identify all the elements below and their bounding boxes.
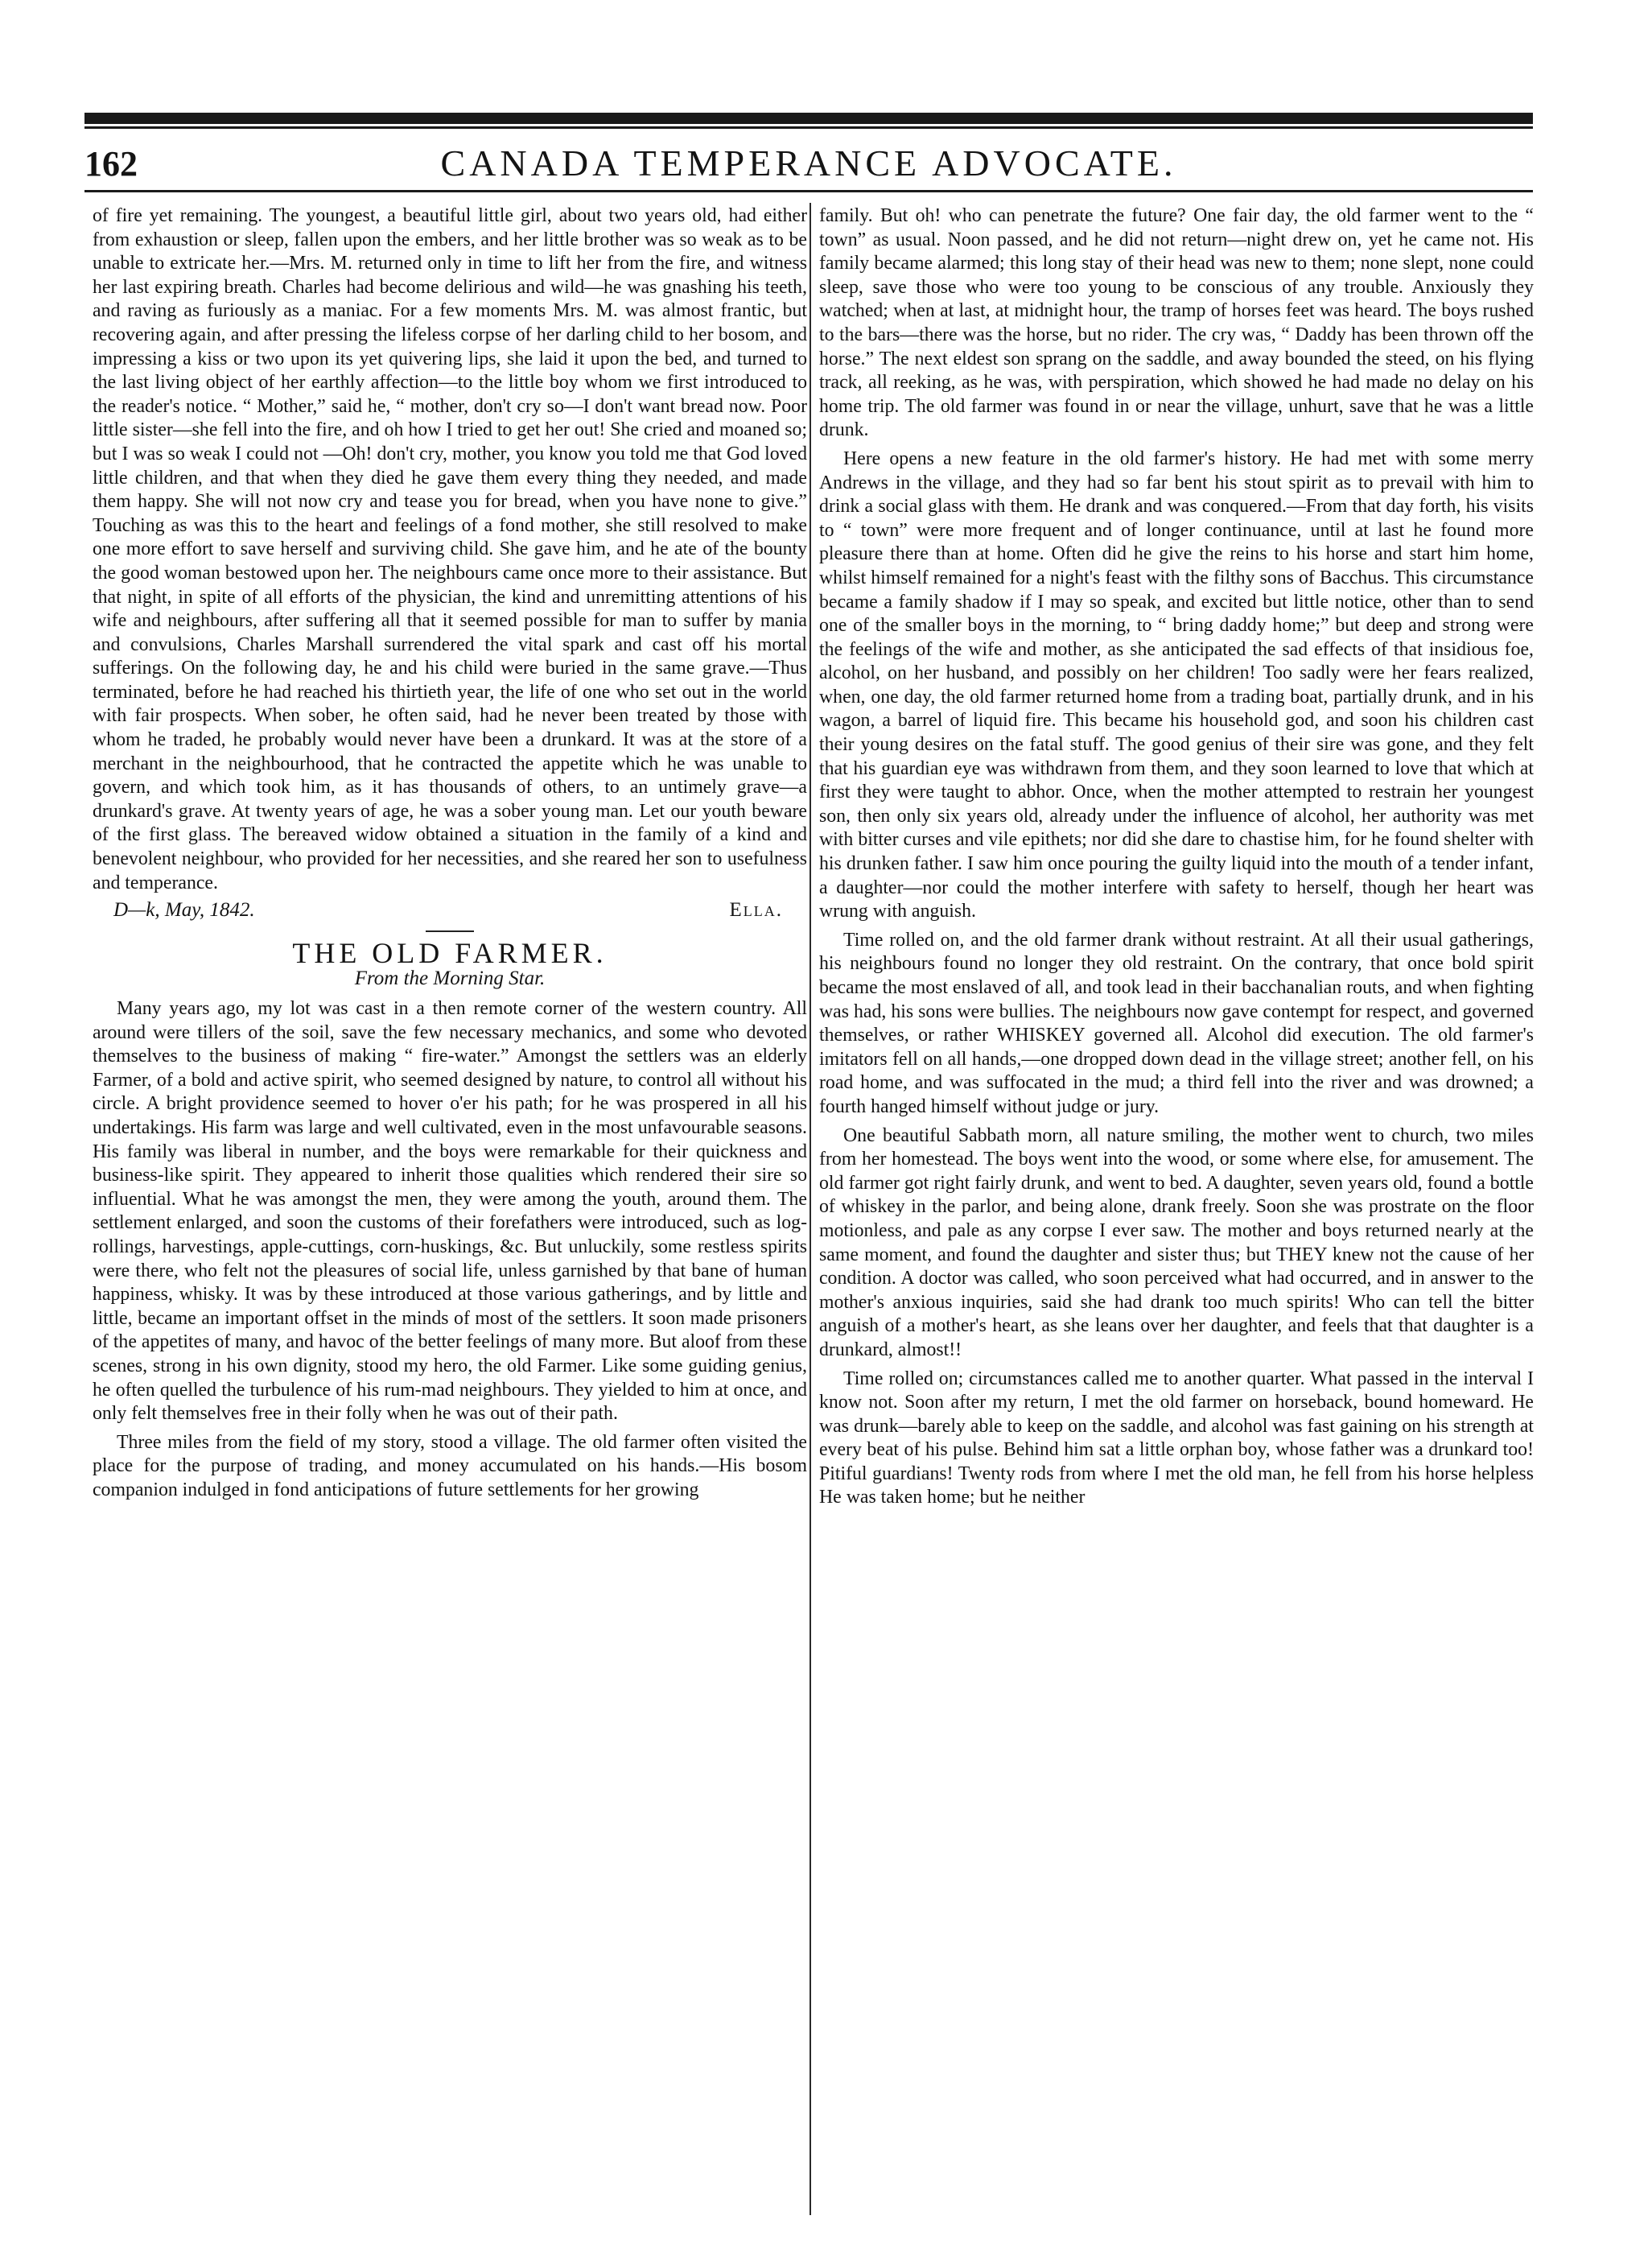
- article-title: THE OLD FARMER.: [292, 936, 608, 969]
- top-border-thick: [84, 113, 1533, 124]
- journal-title: CANADA TEMPERANCE ADVOCATE.: [440, 142, 1177, 184]
- page-header: [84, 138, 1533, 188]
- article-paragraph: One beautiful Sabbath morn, all nature smiling, the mother went to church, two miles from her homestead. The boys went into the wood, or some where else, for amusement. The old farmer got right fairly drunk, and went to bed. A daughter, seven years old, found a bottle of whiskey in the parlor, and being alone, drank freely. Soon she was prostrate on the floor motionless, and pale as any corpse I ever saw. The mother and boys returned nearly at the same moment, and found the daughter and sister thus; but THEY knew not the cause of her condition. A doctor was called, who soon perceived what had occurred, and in answer to the mother's anxious inquiries, said she had drank too much spirits! Who can tell the bitter anguish of a mother's heart, as she leans over her daughter, and feels that that daughter is a drunkard, almost!!: [819, 1124, 1534, 1360]
- article-paragraph: Time rolled on; circumstances called me to another quarter. What passed in the interval I know not. Soon after my return, I met the old farmer on horseback, bound homeward. He was drunk—barely able to keep on the saddle, and alcohol was fast gaining on his strength at every beat of his pulse. Behind him sat a little orphan boy, whose father was a drunkard too! Pitiful guardians! Twenty rods from where I met the old man, he fell from his horse helpless He was taken home; but he neither: [819, 1368, 1534, 1508]
- article-signoff: [93, 898, 807, 922]
- left-column: [93, 204, 807, 2217]
- article-paragraph: Three miles from the field of my story, stood a village. The old farmer often visited the place for the purpose of trading, and money accumulated on his hands.—His bosom companion indulged in fond anticipations of future settlements for her growing: [93, 1431, 807, 1500]
- section-divider: [426, 930, 474, 932]
- article-source: From the Morning Star.: [354, 968, 546, 990]
- signoff-author: Ella.: [729, 899, 783, 922]
- article-paragraph: Time rolled on, and the old farmer drank without restraint. At all their usual gatherings, his neighbours found no longer they old restraint. On the contrary, that once bold spirit became the most enslaved of all, and took lead in their bacchanalian routs, and when fighting was had, his sons were bullies. The neighbours now gave contempt for respect, and governed themselves, or rather WHISKEY governed all. Alcohol did execution. The old farmer's imitators fell on all hands,—one dropped down dead in the village street; another fell, on his road home, and was suffocated in the mud; a third fell into the river and was drowned; a fourth hanged himself without judge or jury.: [819, 929, 1534, 1117]
- article-paragraph: Here opens a new feature in the old farmer's history. He had met with some merry Andrews in the village, and they had so far bent his stout spirit as to prevail with him to drink a social glass with them. He drank and was conquered.—From that day forth, his visits to “ town” were more frequent and of longer continuance, until at last he found more pleasure there than at home. Often did he give the reins to his horse and start him home, whilst himself remained for a night's feast with the filthy sons of Bacchus. This circumstance became a family shadow if I may so speak, and excited but little notice, other than to send one of the smaller boys in the morning, to “ bring daddy home;” but deep and strong were the feelings of the wife and mother, as she anticipated the sad effects of that insidious foe, alcohol, on her husband, and possibly on her children! Too sadly were her fears realized, when, one day, the old farmer returned home from a trading boat, partially drunk, and in his wagon, a barrel of liquid fire. This became his household god, and soon his children cast their young desires on the fatal stuff. The good genius of their sire was gone, and they felt that his guardian eye was withdrawn from them, and they soon learned to love that which at first they were taught to abhor. Once, when the mother attempted to restrain her youngest son, then only six years old, already under the influence of alcohol, her authority was met with bitter curses and vile epithets; nor did she dare to chastise him, for he found shelter with his drunken father. I saw him once pouring the guilty liquid into the mouth of a tender infant, a daughter—nor could the mother interfere with safety to herself, though her heart was wrung with anguish.: [819, 448, 1534, 922]
- page-number: 162: [84, 144, 138, 184]
- right-column: [819, 204, 1534, 2217]
- signoff-place-date: D—k, May, 1842.: [113, 899, 255, 922]
- article-paragraph: family. But oh! who can penetrate the future? One fair day, the old farmer went to the “ town” as usual. Noon passed, and he did not return—night drew on, yet he came not. His family became alarmed; this long stay of their head was new to them; none slept, none could sleep, save those who were too young to be conscious of any trouble. Anxiously they watched; when at last, at midnight hour, the tramp of horses feet was heard. The boys rushed to the bars—there was the horse, but no rider. The cry was, “ Daddy has been thrown off the horse.” The next eldest son sprang on the saddle, and away bounded the steed, on his flying track, all reeking, as he was, with perspiration, which showed he had made no delay on his home trip. The old farmer was found in or near the village, unhurt, save that he was a little drunk.: [819, 205, 1534, 441]
- header-rule: [84, 190, 1533, 192]
- column-divider: [810, 203, 811, 2215]
- article-paragraph: Many years ago, my lot was cast in a then remote corner of the western country. All around were tillers of the soil, save the few necessary mechanics, and some who devoted themselves to the business of making “ fire-water.” Amongst the settlers was an elderly Farmer, of a bold and active spirit, who seemed designed by nature, to control all without his circle. A bright providence seemed to hover o'er his path; for he was prospered in all his undertakings. His farm was large and well cultivated, even in the most unfavourable seasons. His family was liberal in number, and the boys were remarkable for their quickness and business-like spirit. They appeared to inherit those qualities which rendered their sire so influential. What he was amongst the men, they were among the youth, around them. The settlement enlarged, and soon the customs of their forefathers were introduced, such as log-rollings, harvestings, apple-cuttings, corn-huskings, &c. But unluckily, some restless spirits were there, who felt not the pleasures of social life, unless garnished by that bane of human happiness, whisky. It was by these introduced at those various gatherings, and by little and little, became an important offset in the minds of most of the settlers. It soon made prisoners of the appetites of many, and havoc of the better feelings of many more. But aloof from these scenes, strong in his own dignity, stood my hero, the old Farmer. Like some guiding genius, he often quelled the turbulence of his rum-mad neighbours. They yielded to him at once, and only felt themselves free in their folly when he was out of their path.: [93, 998, 807, 1425]
- continued-paragraph: of fire yet remaining. The youngest, a beautiful little girl, about two years old, had either from exhaustion or sleep, fallen upon the embers, and her little brother was so weak as to be unable to extricate her.—Mrs. M. returned only in time to lift her from the fire, and witness her last expiring breath. Charles had become delirious and wild—he was gnashing his teeth, and raving as furiously as a maniac. For a few moments Mrs. M. was almost frantic, but recovering again, and after pressing the lifeless corpse of her darling child to her bosom, and impressing a kiss or two upon its yet quivering lips, she laid it upon the bed, and turned to the last living object of her earthly affection—to the little boy whom we first introduced to the reader's notice. “ Mother,” said he, “ mother, don't cry so—I don't want bread now. Poor little sister—she fell into the fire, and oh how I tried to get her out! She cried and moaned so; but I was so weak I could not —Oh! don't cry, mother, you know you told me that God loved little children, and that when they died he gave them every thing they needed, and made them happy. She will not now cry and tease you for bread, when you have none to give.” Touching as was this to the heart and feelings of a fond mother, she still resolved to make one more effort to save herself and surviving child. She gave him, and he ate of the bounty the good woman bestowed upon her. The neighbours came once more to their assistance. But that night, in spite of all efforts of the physician, the kind and unremitting attentions of his wife and neighbours, after suffering all that it seemed possible for man to suffer by mania and convulsions, Charles Marshall surrendered the vital spark and cast off his mortal sufferings. On the following day, he and his child were buried in the same grave.—Thus terminated, before he had reached his thirtieth year, the life of one who set out in the world with fair prospects. When sober, he often said, had he never been treated by those with whom he traded, he probably would never have been a drunkard. It was at the store of a merchant in the neighbourhood, that he contracted the appetite which he was unable to govern, and which took him, as it has thousands of others, to an untimely grave—a drunkard's grave. At twenty years of age, he was a sober young man. Let our youth beware of the first glass. The bereaved widow obtained a situation in the family of a kind and benevolent neighbour, who provided for her necessities, and she reared her son to usefulness and temperance.: [93, 205, 807, 893]
- top-border-thin: [84, 126, 1533, 129]
